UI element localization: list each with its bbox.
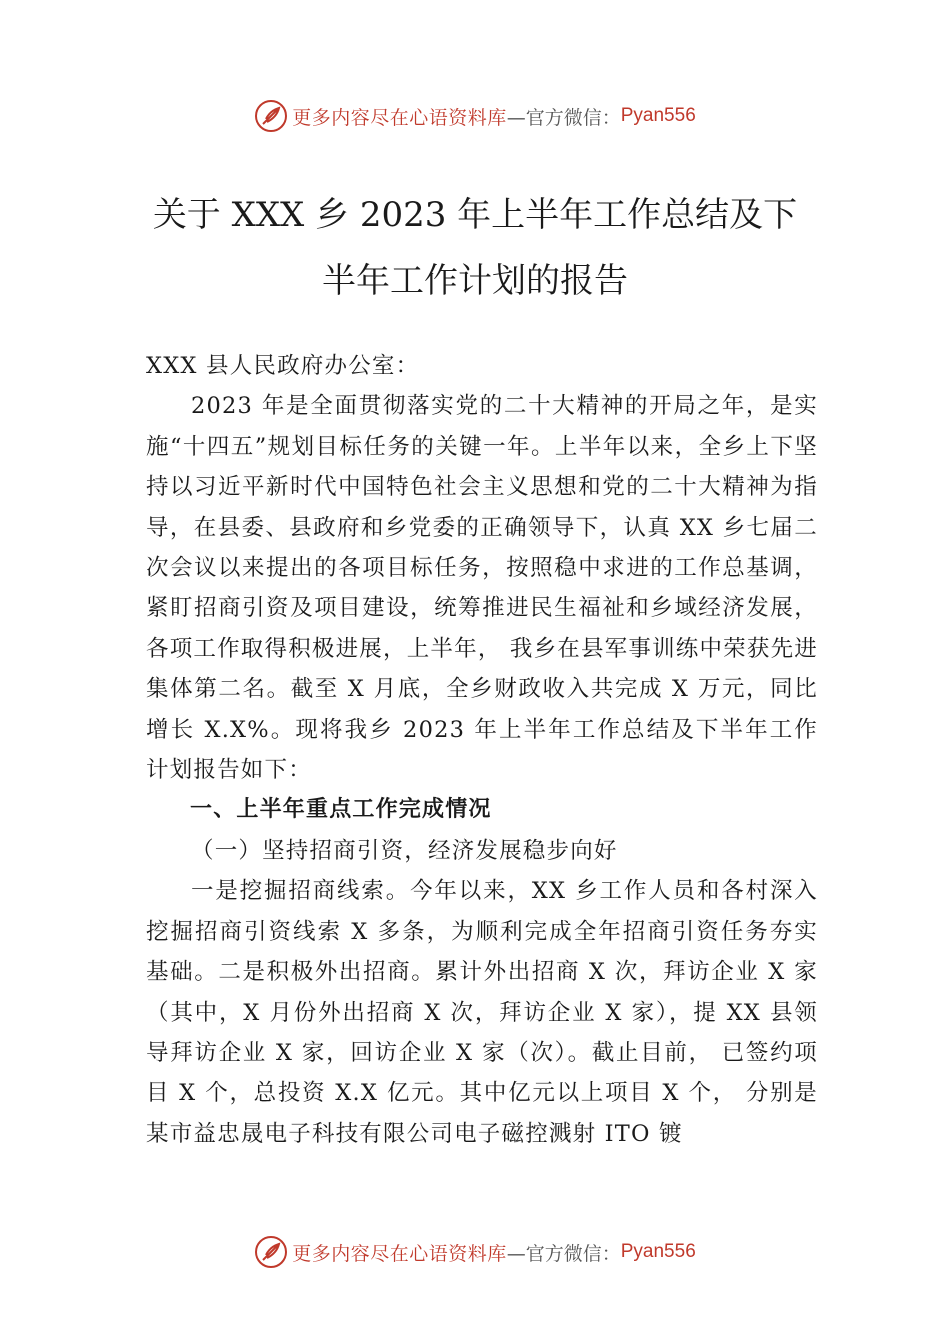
title-line-1: 关于 XXX 乡 2023 年上半年工作总结及下 [152, 195, 798, 235]
watermark-separator: —官方微信： [506, 106, 621, 129]
document-body [146, 346, 818, 1154]
footer-watermark [0, 1232, 950, 1272]
title-line-2: 半年工作计划的报告 [322, 261, 628, 301]
watermark-brand: 更多内容尽在心语资料库 [292, 106, 507, 129]
salutation: XXX 县人民政府办公室： [146, 353, 420, 379]
document-title [120, 182, 830, 314]
body-paragraph-2: 一是挖掘招商线索。今年以来，XX 乡工作人员和各村深入挖掘招商引资线索 X 多条，为顺利完成全年招商引资任务夯实基础。二是积极外出招商。累计外出招商 X 次，拜访企业 X 家（其中，X 月份外出招商 X 次，拜访企业 X 家），提 XX 县领导拜访企业 X 家，回访企业 X 家（次）。截止目前， 已签约项目 X 个，总投资 X.X 亿元。其中亿元以上项目 X 个， 分别是某市益忠晟电子科技有限公司电子磁控溅射 ITO 镀 [146, 878, 818, 1147]
watermark-brand: 更多内容尽在心语资料库 [292, 1242, 507, 1265]
feather-pen-logo-icon [254, 1235, 288, 1269]
section-heading-1: 一、上半年重点工作完成情况 [190, 797, 492, 823]
header-watermark [0, 96, 950, 136]
watermark-separator: —官方微信： [506, 1242, 621, 1265]
subsection-heading-1: （一）坚持招商引资，经济发展稳步向好 [191, 837, 618, 864]
watermark-wechat-id: Pyan556 [620, 1241, 696, 1262]
feather-pen-logo-icon [254, 99, 288, 133]
watermark-wechat-id: Pyan556 [620, 105, 696, 126]
intro-paragraph: 2023 年是全面贯彻落实党的二十大精神的开局之年，是实施“十四五”规划目标任务的关键一年。上半年以来，全乡上下坚持以习近平新时代中国特色社会主义思想和党的二十大精神为指导，在县委、县政府和乡党委的正确领导下，认真 XX 乡七届二次会议以来提出的各项目标任务，按照稳中求进的工作总基调，紧盯招商引资及项目建设，统筹推进民生福祉和乡域经济发展，各项工作取得积极进展，上半年， 我乡在县军事训练中荣获先进集体第二名。截至 X 月底，全乡财政收入共完成 X 万元，同比增长 X.X%。现将我乡 2023 年上半年工作总结及下半年工作计划报告如下： [146, 393, 818, 784]
